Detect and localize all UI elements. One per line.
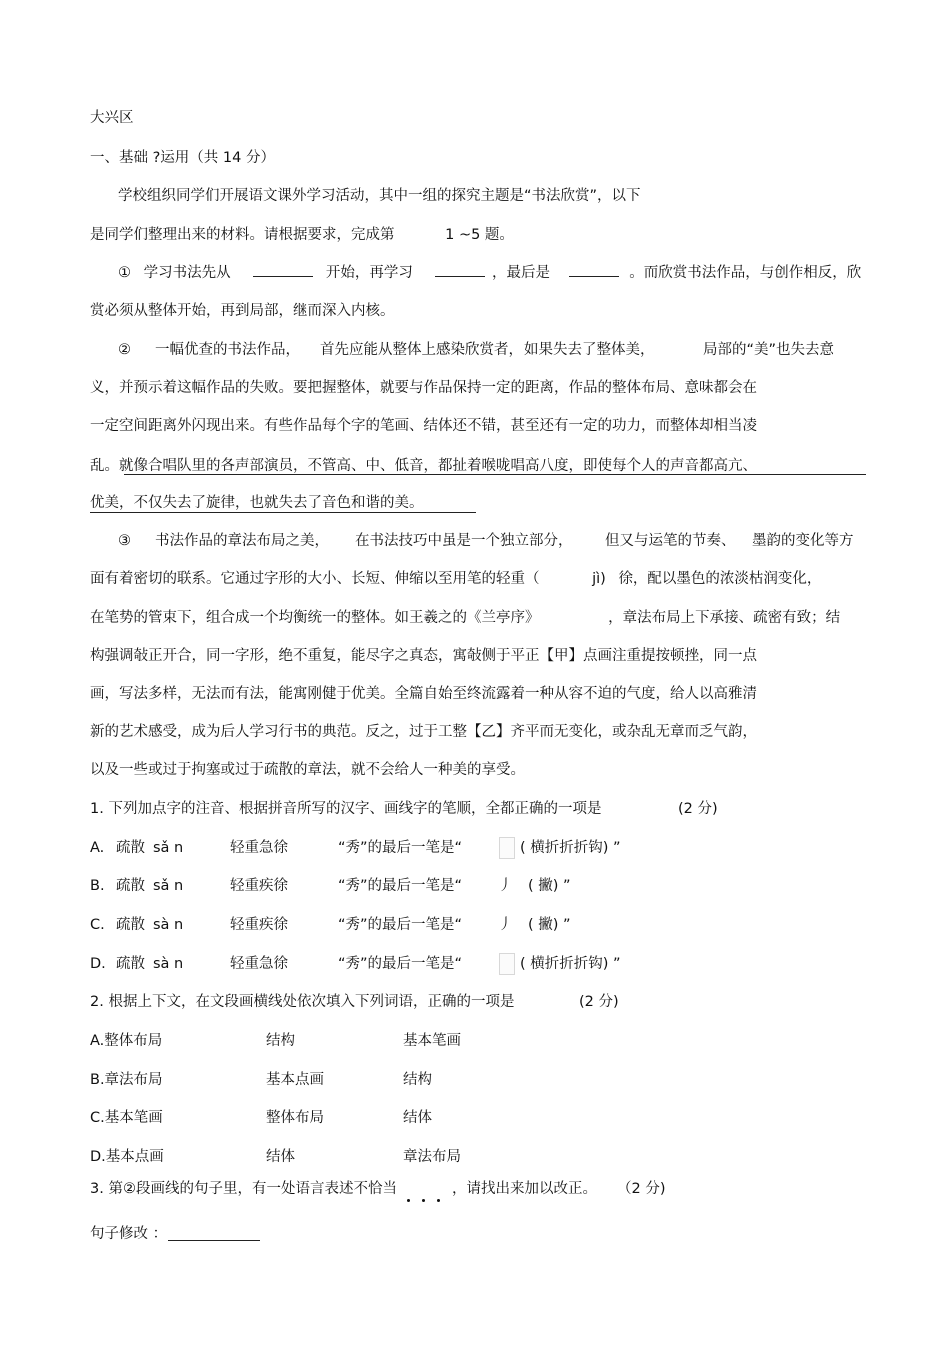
- paragraph-number-2: ②: [118, 342, 131, 358]
- option-letter: A.: [90, 840, 105, 856]
- fill-blank-1: [253, 262, 313, 277]
- option-stroke-name: ( 撇) ”: [528, 917, 571, 933]
- fill-blank-2: [435, 262, 485, 277]
- p3-line3-b: ，章法布局上下承接、疏密有致；结: [608, 610, 841, 626]
- option-label: A.整体布局: [90, 1033, 163, 1049]
- paragraph-3-line-6: 新的艺术感受，成为后人学习行书的典范。反之，过于工整【乙】齐平而无变化，或杂乱无章而乏气韵，: [90, 724, 757, 740]
- option-pinyin: sǎ n: [153, 840, 184, 856]
- option-term-3: 基本笔画: [403, 1033, 461, 1049]
- option-term-3: 结体: [403, 1110, 432, 1126]
- option-stroke-name: ( 横折折折钩) ”: [520, 956, 621, 972]
- option-term-2: 结构: [266, 1033, 295, 1049]
- option-word: 疏散: [116, 840, 145, 856]
- p3-seg-2: 在书法技巧中虽是一个独立部分，: [355, 533, 573, 549]
- emphasis-dot: [407, 1199, 410, 1202]
- stroke-glyph-box: [499, 953, 515, 975]
- paragraph-2-line-5: 优美，不仅失去了旋律，也就失去了音色和谐的美。: [90, 495, 424, 511]
- intro-range: 1 ~5 题。: [445, 227, 514, 243]
- paragraph-number-1: ①: [118, 265, 131, 281]
- option-pinyin: sà n: [153, 917, 184, 933]
- option-label: B.章法布局: [90, 1072, 163, 1088]
- option-term-2: 结体: [266, 1149, 295, 1165]
- answer-label: 句子修改 ：: [90, 1226, 168, 1242]
- paragraph-3-line-7: 以及一些或过于拘塞或过于疏散的章法，就不会给人一种美的享受。: [90, 762, 525, 778]
- p2-seg-3: 如果失去了整体美，: [524, 342, 655, 358]
- district-label: 大兴区: [90, 110, 134, 126]
- option-pinyin: sà n: [153, 956, 184, 972]
- p3-line2-c: 徐，配以墨色的浓淡枯润变化，: [618, 571, 822, 587]
- option-word: 疏散: [116, 956, 145, 972]
- paragraph-3-line-5: 画，写法多样，无法而有法，能寓刚健于优美。全篇自始至终流露着一种从容不迫的气度，给人以高雅清: [90, 686, 757, 702]
- paragraph-3-line-3: [90, 608, 840, 628]
- option-term-3: 章法布局: [403, 1149, 461, 1165]
- option-phrase: 轻重急徐: [230, 956, 288, 972]
- section-title: 一、基础 ?运用（共 14 分）: [90, 150, 275, 166]
- option-term-3: 结构: [403, 1072, 432, 1088]
- p1-text-c: ，最后是: [492, 265, 551, 281]
- intro-text: 是同学们整理出来的材料。请根据要求，完成第: [90, 227, 395, 243]
- p3-line2-a: 面有着密切的联系。它通过字形的大小、长短、伸缩以至用笔的轻重（: [90, 571, 540, 587]
- pinyin-ji: jì): [592, 571, 606, 587]
- option-phrase: 轻重疾徐: [230, 878, 288, 894]
- stroke-glyph-box: [499, 837, 515, 859]
- option-label: D.基本点画: [90, 1149, 164, 1165]
- option-letter: D.: [90, 956, 106, 972]
- p3-line3-a: 在笔势的管束下，组合成一个均衡统一的整体。如王羲之的《兰亭序》: [90, 610, 540, 626]
- option-letter: B.: [90, 878, 105, 894]
- option-term-2: 整体布局: [266, 1110, 324, 1126]
- question-2-score: (2 分): [579, 994, 619, 1010]
- intro-line-1: 学校组织同学们开展语文课外学习活动，其中一组的探究主题是“书法欣赏”，以下: [118, 188, 641, 204]
- paragraph-2-line-4: 乱。就像合唱队里的各声部演员，不管高、中、低音，都扯着喉咙唱高八度，即使每个人的声音都高亢、: [90, 458, 757, 474]
- stroke-glyph: 丿: [498, 917, 513, 933]
- intro-line-2: [90, 225, 514, 245]
- question-3-stem-end: ，请找出来加以改正。: [452, 1181, 597, 1197]
- option-stroke-text: “秀”的最后一笔是“: [338, 956, 463, 972]
- paragraph-1-line-1: [118, 262, 861, 283]
- paragraph-2-line-3: 一定空间距离外闪现出来。有些作品每个字的笔画、结体还不错，甚至还有一定的功力，而整体却相当凌: [90, 418, 757, 434]
- option-stroke-text: “秀”的最后一笔是“: [338, 840, 463, 856]
- p3-seg-1: 书法作品的章法布局之美，: [155, 533, 329, 549]
- underline-segment-1: [124, 474, 866, 475]
- option-pinyin: sǎ n: [153, 878, 184, 894]
- option-stroke-name: ( 横折折折钩) ”: [520, 840, 621, 856]
- p1-text-b: 开始，再学习: [325, 265, 413, 281]
- paragraph-number-3: ③: [118, 533, 131, 549]
- p2-seg-2: 首先应能从整体上感染欣赏者，: [320, 342, 523, 358]
- paragraph-3-line-2: [90, 569, 821, 589]
- p2-seg-4: 局部的“美”也失去意: [703, 342, 835, 358]
- option-letter: C.: [90, 917, 105, 933]
- option-stroke-name: ( 撇) ”: [528, 878, 571, 894]
- paragraph-2-line-2: 义，并预示着这幅作品的失败。要把握整体，就要与作品保持一定的距离，作品的整体布局、意味都会在: [90, 380, 757, 396]
- question-2-stem: 2. 根据上下文，在文段画横线处依次填入下列词语，正确的一项是: [90, 994, 515, 1010]
- question-3-stem: 3. 第②段画线的句子里，有一处语言表述不恰当: [90, 1181, 397, 1197]
- emphasis-dot: [437, 1199, 440, 1202]
- answer-line[interactable]: [168, 1240, 260, 1241]
- p2-seg-1: 一幅优查的书法作品，: [155, 342, 300, 358]
- p1-text-d: 。而欣赏书法作品，与创作相反，欣: [629, 265, 862, 281]
- option-phrase: 轻重急徐: [230, 840, 288, 856]
- emphasis-dot: [422, 1199, 425, 1202]
- option-word: 疏散: [116, 917, 145, 933]
- option-phrase: 轻重疾徐: [230, 917, 288, 933]
- question-3-score: （2 分): [617, 1181, 666, 1197]
- paragraph-3-line-4: 构强调敧正开合，同一字形，绝不重复，能尽字之真态，寓敧侧于平正【甲】点画注重提按顿挫，同一点: [90, 648, 757, 664]
- option-stroke-text: “秀”的最后一笔是“: [338, 878, 463, 894]
- option-term-2: 基本点画: [266, 1072, 324, 1088]
- fill-blank-3: [569, 262, 619, 277]
- question-1-stem: 1. 下列加点字的注音、根据拼音所写的汉字、画线字的笔顺，全都正确的一项是: [90, 801, 602, 817]
- underline-segment-2: [90, 512, 476, 513]
- p3-seg-4: 墨韵的变化等方: [752, 533, 854, 549]
- option-word: 疏散: [116, 878, 145, 894]
- option-label: C.基本笔画: [90, 1110, 163, 1126]
- p3-seg-3: 但又与运笔的节奏、: [605, 533, 736, 549]
- stroke-glyph: 丿: [498, 878, 513, 894]
- question-1-score: (2 分): [678, 801, 718, 817]
- option-stroke-text: “秀”的最后一笔是“: [338, 917, 463, 933]
- p1-text-a: 学习书法先从: [143, 265, 231, 281]
- paragraph-1-line-2: 赏必须从整体开始，再到局部，继而深入内核。: [90, 303, 395, 319]
